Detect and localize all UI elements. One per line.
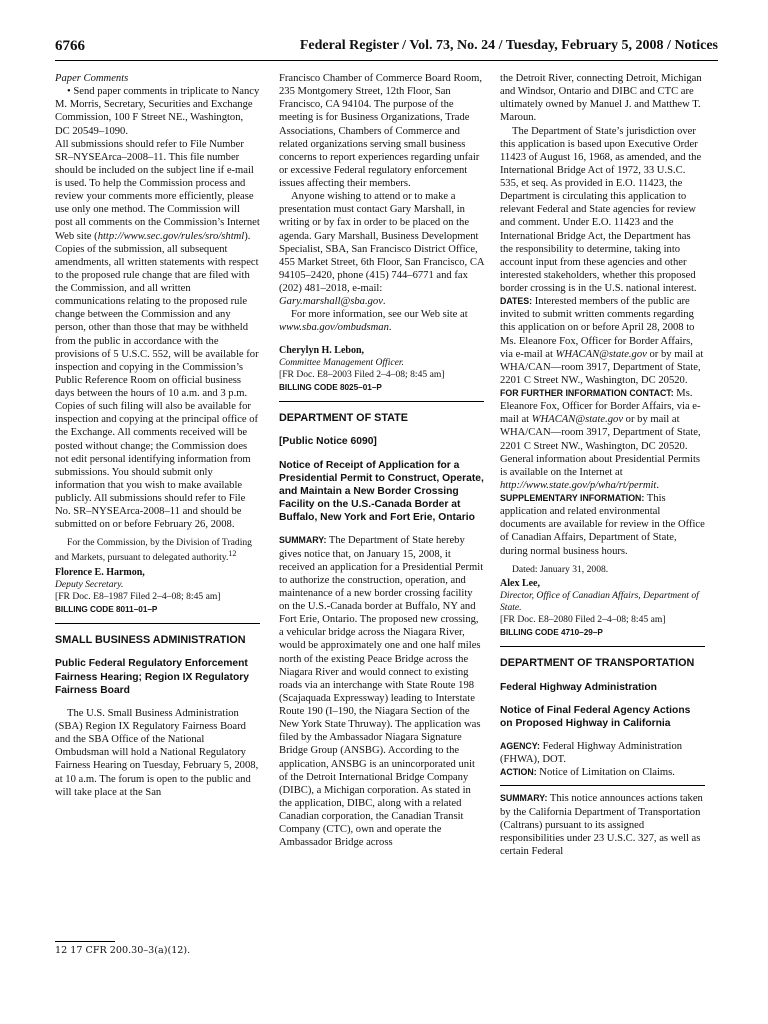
sec-url-link[interactable]: http://www.sec.gov/rules/sro/shtml: [97, 230, 245, 242]
billing-code: BILLING CODE 8011–01–P: [55, 604, 158, 614]
submissions-paragraph: All submissions should refer to File Number SR–NYSEArca–2008–11. This file number should be included on the subject line if e-mail is used. To help the Commission process and review your comments more efficiently, please use only one method. The Commission will post all comments on the Commission’s Internet Web site (http://www.sec.gov/rules/sro/shtml). Copies of the submission, all subsequent amendments, all written statements with respect to the proposed rule change that are filed with the Commission, and all written communications relating to the proposed rule change between the Commission and any person, other than those that may be withheld from the public in accordance with the provisions of 5 U.S.C. 552, will be available for inspection and copying in the Commission’s Public Reference Room on official business days between the hours of 10 a.m. and 3 p.m. Copies of such filing will also be available for inspection and copying at the principal office of the Exchange. All comments received will be posted without change; the Commission does not edit personal identifying information from submissions. You should submit only information that you wish to make available publicly. All submissions should refer to File No. SR–NYSEArca-2008–11 and should be submitted on or before February 26, 2008.: [55, 138, 260, 531]
paper-comments-bullet: • Send paper comments in triplicate to Nancy M. Morris, Secretary, Securities and Exchange Commission, 100 F Street NE., Washington, DC 20549–1090.: [55, 86, 260, 137]
dated-line: Dated: January 31, 2008.: [512, 563, 609, 575]
supplementary-paragraph: SUPPLEMENTARY INFORMATION: This application and related environmental documents are available for review in the Office of Canadian Affairs, Department of State, during normal business hours.: [500, 493, 705, 557]
column-2: [279, 72, 484, 849]
column-3: [500, 72, 705, 858]
sba-url-link[interactable]: www.sba.gov/ombudsman: [279, 322, 389, 334]
sba-continuation: Francisco Chamber of Commerce Board Room, 235 Montgomery Street, 12th Floor, San Francisco, CA 94104. The purpose of the meeting is for Business Organizations, Trade Associations, Chambers of Commerce and related organizations serving small business concerns to report experiences regarding unfair or excessive Federal regulatory enforcement issues affecting their members.: [279, 73, 482, 189]
signer-name: Cherylyn H. Lebon,: [279, 344, 365, 356]
fr-doc: [FR Doc. E8–2080 Filed 2–4–08; 8:45 am]: [500, 613, 666, 625]
state-url-link[interactable]: http://www.state.gov/p/wha/rt/permit: [500, 479, 657, 491]
footnote-rule: [55, 941, 115, 942]
further-info-paragraph: FOR FURTHER INFORMATION CONTACT: Ms. Eleanore Fox, Officer for Border Affairs, via e-mail at WHACAN@state.gov or by mail at WHA/CAN—room 3917, Department of State, 2201 C Street NW., Washington, DC 20520. General information about Presidential Permits is available on the Internet at http://www.state.gov/p/wha/rt/permit.: [500, 388, 701, 491]
email-link[interactable]: Gary.marshall@sba.gov: [279, 296, 383, 308]
footnote-ref: 12: [228, 549, 237, 559]
fhwa-heading: Federal Highway Administration: [500, 681, 657, 693]
jurisdiction-paragraph: The Department of State’s jurisdiction over this application is based upon Executive Order 11423 of August 16, 1968, as amended, and the International Bridge Act of 1972, 33 U.S.C. 535, et seq. As provided in E.O. 11423, the Department is circulating this application to relevant Federal and State agencies for review and comment. Under E.O. 11423 and the International Bridge Act, the Department has the responsibility to determine, taking into account input from these agencies and other interested stakeholders, whether this proposed border crossing is in the U.S. national interest.: [500, 125, 702, 294]
signer-name: Alex Lee,: [500, 577, 540, 589]
page-number: 6766: [55, 38, 85, 54]
running-header: [55, 38, 718, 61]
signer-title: Director, Office of Canadian Affairs, Department of State.: [500, 590, 699, 613]
state-notice-title: Notice of Receipt of Application for a Presidential Permit to Construct, Operate, and Maintain a New Border Crossing Facility on the U.S.-Canada Border at Buffalo, New York and Fort Erie, Ontario: [279, 459, 484, 524]
action-line: ACTION: Notice of Limitation on Claims.: [500, 767, 675, 779]
paper-comments-heading: Paper Comments: [55, 73, 129, 84]
footnote: [55, 941, 260, 957]
footnote-text: 12 17 CFR 200.30–3(a)(12).: [55, 945, 191, 956]
signer-title: Committee Management Officer.: [279, 356, 404, 368]
fr-doc: [FR Doc. E8–1987 Filed 2–4–08; 8:45 am]: [55, 590, 221, 602]
email-link[interactable]: WHACAN@state.gov: [555, 348, 647, 360]
dot-notice-title: Notice of Final Federal Agency Actions on Proposed Highway in California: [500, 704, 691, 729]
section-divider: [55, 623, 260, 624]
state-summary: SUMMARY: The Department of State hereby gives notice that, on January 15, 2008, it received an application for a Presidential Permit to authorize the construction, operation, and maintenance of a new border crossing facility on the U.S.-Canada border at Buffalo, NY and Fort Erie, Ontario. The proposed new crossing, a vehicular bridge across the Niagara River, would be approximately one and one half miles north of the existing Peace Bridge across the Niagara River and would connect to existing roads via an interchange with State Route 198 (Scajaquada Expressway) leading to Interstate Route 190 (I–190, the Niagara Section of the New York State Thruway). The application was filed by the Ambassador Niagara Signature Bridge Group (ANSBG). According to the application, ANSBG is an unincorporated unit of the Detroit International Bridge Company (DIBC), a Michigan corporation. As stated in the application, DIBC, along with a related Canadian corporation, the Canadian Transit Company (CTC), own and operate the Ambassador Bridge across: [279, 535, 484, 849]
sba-heading: SMALL BUSINESS ADMINISTRATION: [55, 634, 246, 647]
dates-paragraph: DATES: Interested members of the public are invited to submit written comments regarding this application on or before April 28, 2008 to Ms. Eleanore Fox, Officer for Border Affairs, via e-mail at WHACAN@state.gov or by mail at WHA/CAN—room 3917, Department of State, 2201 C Street NW., Washington, DC 20520.: [500, 296, 704, 386]
more-info-paragraph: For more information, see our Web site at www.sba.gov/ombudsman.: [279, 309, 468, 334]
section-divider: [500, 785, 705, 786]
sba-body: The U.S. Small Business Administration (SBA) Region IX Regulatory Fairness Board and the SBA Office of the National Ombudsman will hold a National Regulatory Fairness Hearing on Tuesday, February 5, 2008, at 10 a.m. The forum is open to the public and will take place at the San: [55, 707, 259, 798]
agency-line: AGENCY: Federal Highway Administration (FHWA), DOT.: [500, 741, 683, 766]
attend-paragraph: Anyone wishing to attend or to make a presentation must contact Gary Marshall, in writing or by fax in order to be placed on the agenda. Gary Marshall, Business Development Specialist, SBA, San Francisco District Office, 455 Market Street, 6th Floor, San Francisco, CA 94105–2420, phone (415) 744–6771 and fax (202) 481–2018, e-mail: Gary.marshall@sba.gov.: [279, 191, 484, 308]
running-title: Federal Register / Vol. 73, No. 24 / Tuesday, February 5, 2008 / Notices: [299, 38, 718, 53]
section-divider: [500, 646, 705, 647]
billing-code: BILLING CODE 8025–01–P: [279, 382, 382, 392]
signer-title: Deputy Secretary.: [55, 578, 124, 590]
section-divider: [279, 401, 484, 402]
for-commission-text: For the Commission, by the Division of Trading and Markets, pursuant to delegated authority.$^{12}$: [55, 537, 252, 564]
public-notice-number: [Public Notice 6090]: [279, 436, 377, 448]
state-continuation: the Detroit River, connecting Detroit, Michigan and Windsor, Ontario and DIBC and CTC are ultimately owned by Manuel J. and Matthew T. Maroun.: [500, 73, 702, 124]
billing-code: BILLING CODE 4710–29–P: [500, 627, 603, 637]
email-link[interactable]: WHACAN@state.gov: [531, 414, 624, 426]
fr-doc: [FR Doc. E8–2003 Filed 2–4–08; 8:45 am]: [279, 368, 445, 380]
column-1: [55, 72, 260, 799]
dot-summary: SUMMARY: This notice announces actions taken by the California Department of Transportation (Caltrans) pursuant to its assigned responsibilities under 23 U.S.C. 327, as well as certain Federal: [500, 793, 703, 857]
state-heading: DEPARTMENT OF STATE: [279, 412, 408, 425]
signer-name: Florence E. Harmon,: [55, 566, 145, 578]
sba-title: Public Federal Regulatory Enforcement Fairness Hearing; Region IX Regulatory Fairness Board: [55, 658, 249, 696]
dot-heading: DEPARTMENT OF TRANSPORTATION: [500, 657, 695, 670]
